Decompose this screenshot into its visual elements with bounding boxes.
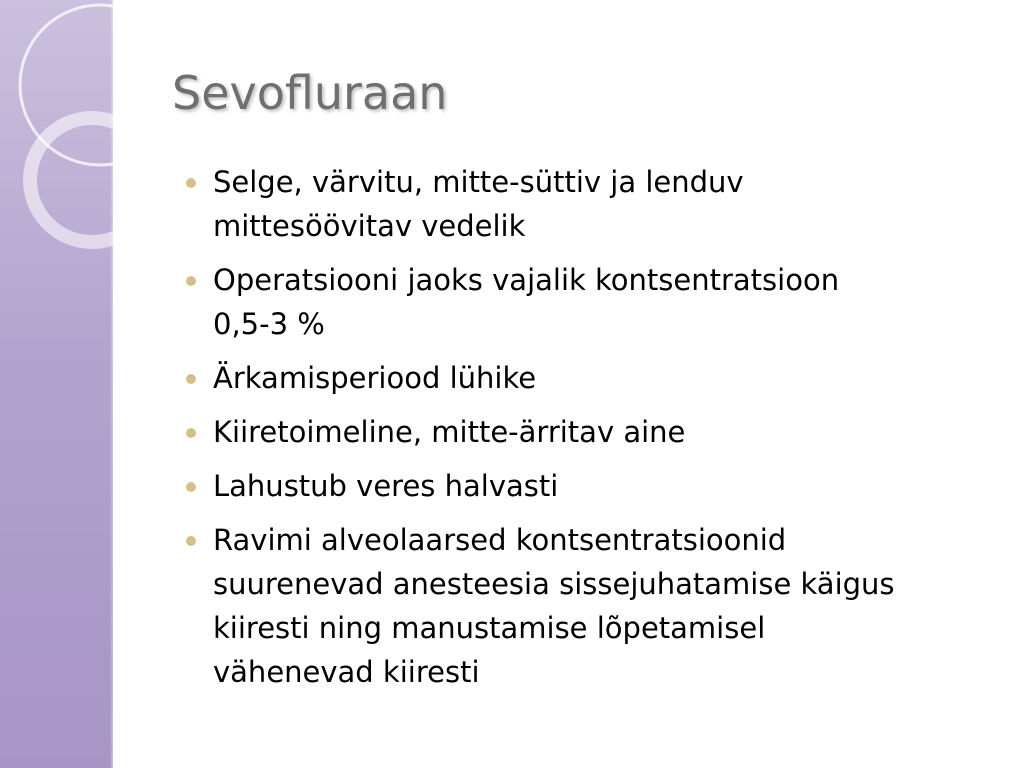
bullet-item [186,160,986,248]
bullet-line: Selge, värvitu, mitte-süttiv ja lenduv [213,165,744,199]
bullet-dot-icon [186,276,196,286]
bullet-line: Lahustub veres halvasti [213,469,559,503]
bullet-line: Operatsiooni jaoks vajalik kontsentratsioon [213,263,840,297]
bullet-item [186,356,986,400]
bullet-line: kiiresti ning manustamise lõpetamisel [213,611,766,645]
side-panel-edge [110,0,113,768]
bullet-line: 0,5-3 % [213,307,325,341]
bullet-item [186,410,986,454]
bullet-dot-icon [186,536,196,546]
decorative-rings [0,0,113,300]
bullet-list [186,160,986,704]
slide-title: Sevofluraan [172,66,448,120]
bullet-line: Kiiretoimeline, mitte-ärritav aine [213,415,686,449]
bullet-line: Ravimi alveolaarsed kontsentratsioonid [213,523,787,557]
bullet-dot-icon [186,374,196,384]
bullet-dot-icon [186,178,196,188]
bullet-line: vähenevad kiiresti [213,655,480,689]
bullet-line: Ärkamisperiood lühike [213,361,537,395]
bullet-dot-icon [186,482,196,492]
side-panel [0,0,113,768]
bullet-line: mittesöövitav vedelik [213,209,526,243]
bullet-dot-icon [186,428,196,438]
bullet-item [186,258,986,346]
bullet-item [186,518,986,694]
bullet-line: suurenevad anesteesia sissejuhatamise käigus [213,567,895,601]
bullet-item [186,464,986,508]
